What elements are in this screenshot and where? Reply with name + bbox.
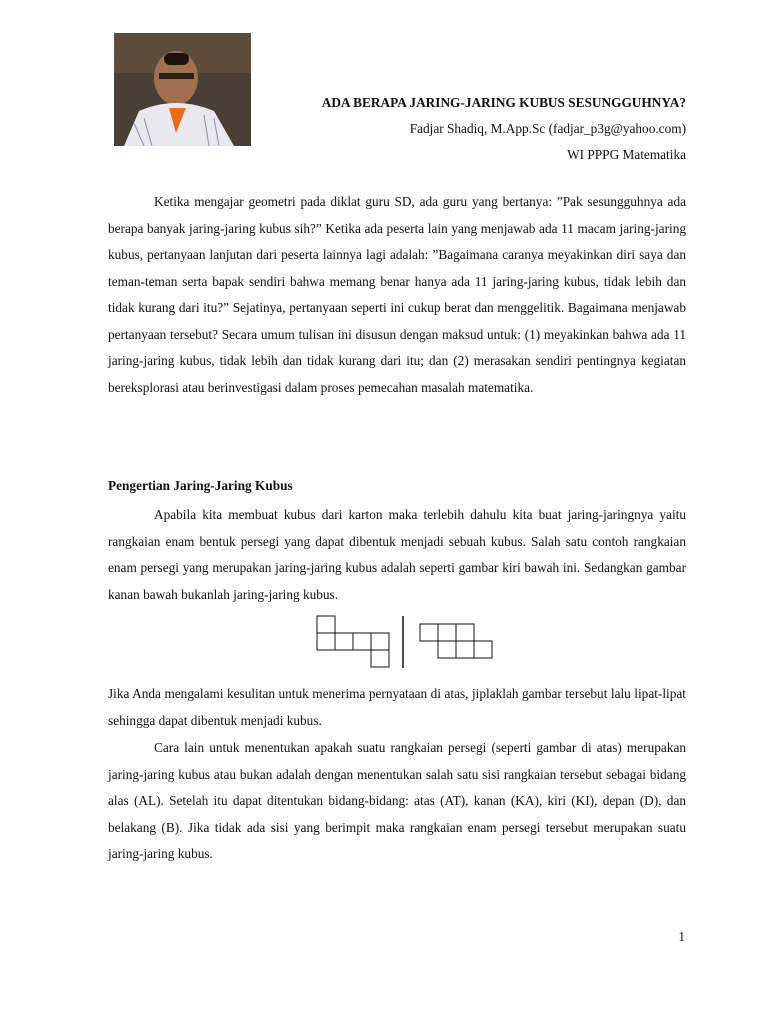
valid-cube-net: [317, 616, 389, 667]
after-figure-paragraph: Jika Anda mengalami kesulitan untuk menerima pernyataan di atas, jiplaklah gambar tersebut lalu lipat-lipat sehingga dapat dibentuk menjadi kubus.: [108, 686, 686, 728]
document-title: ADA BERAPA JARING-JARING KUBUS SESUNGGUHNYA?: [321, 95, 686, 110]
definition-paragraph: Apabila kita membuat kubus dari karton maka terlebih dahulu kita buat jaring-jaringnya yaitu rangkaian enam bentuk persegi yang dapat dibentuk menjadi sebuah kubus. Salah satu contoh rangkaian enam persegi yang merupakan jaring-jaring kubus adalah seperti gambar kiri bawah ini. Sedangkan gambar kanan bawah bukanlah jaring-jaring kubus.: [108, 507, 686, 602]
author-photo: [114, 33, 251, 146]
page-number: 1: [678, 929, 685, 944]
document-header: [322, 90, 686, 168]
invalid-cube-net: [420, 624, 492, 658]
method-paragraph: Cara lain untuk menentukan apakah suatu rangkaian persegi (seperti gambar di atas) merupakan jaring-jaring kubus atau bukan adalah dengan menentukan salah satu sisi rangkaian tersebut sebagai bidang alas (AL). Setelah itu dapat ditentukan bidang-bidang: atas (AT), kanan (KA), kiri (KI), depan (D), dan belakang (B). Jika tidak ada sisi yang berimpit maka rangkaian enam persegi tersebut merupakan suatu jaring-jaring kubus.: [108, 740, 686, 861]
author-line: Fadjar Shadiq, M.App.Sc (fadjar_p3g@yahoo.com): [409, 121, 686, 136]
intro-paragraph: Ketika mengajar geometri pada diklat guru SD, ada guru yang bertanya: ”Pak sesungguhnya ada berapa banyak jaring-jaring kubus sih?” Ketika ada peserta lain yang menjawab ada 11 macam jaring-jaring kubus, pertanyaan lanjutan dari peserta lainnya lagi adalah: ”Bagaimana caranya meyakinkan diri saya dan teman-teman serta bapak sendiri bahwa memang benar hanya ada 11 jaring-jaring kubus, tidak lebih dan tidak kurang dari itu?” Sejatinya, pertanyaan seperti ini cukup berat dan menggelitik. Bagaimana menjawab pertanyaan tersebut? Secara umum tulisan ini disusun dengan maksud untuk: (1) meyakinkan bahwa ada 11 jaring-jaring kubus, tidak lebih dan tidak kurang dari itu; dan (2) merasakan sendiri pentingnya kegiatan bereksplorasi atau berinvestigasi dalam proses pemecahan masalah matematika.: [108, 194, 686, 395]
affiliation-line: WI PPPG Matematika: [567, 147, 686, 162]
cube-net-figure: [310, 612, 495, 677]
section-heading: Pengertian Jaring-Jaring Kubus: [108, 478, 293, 493]
